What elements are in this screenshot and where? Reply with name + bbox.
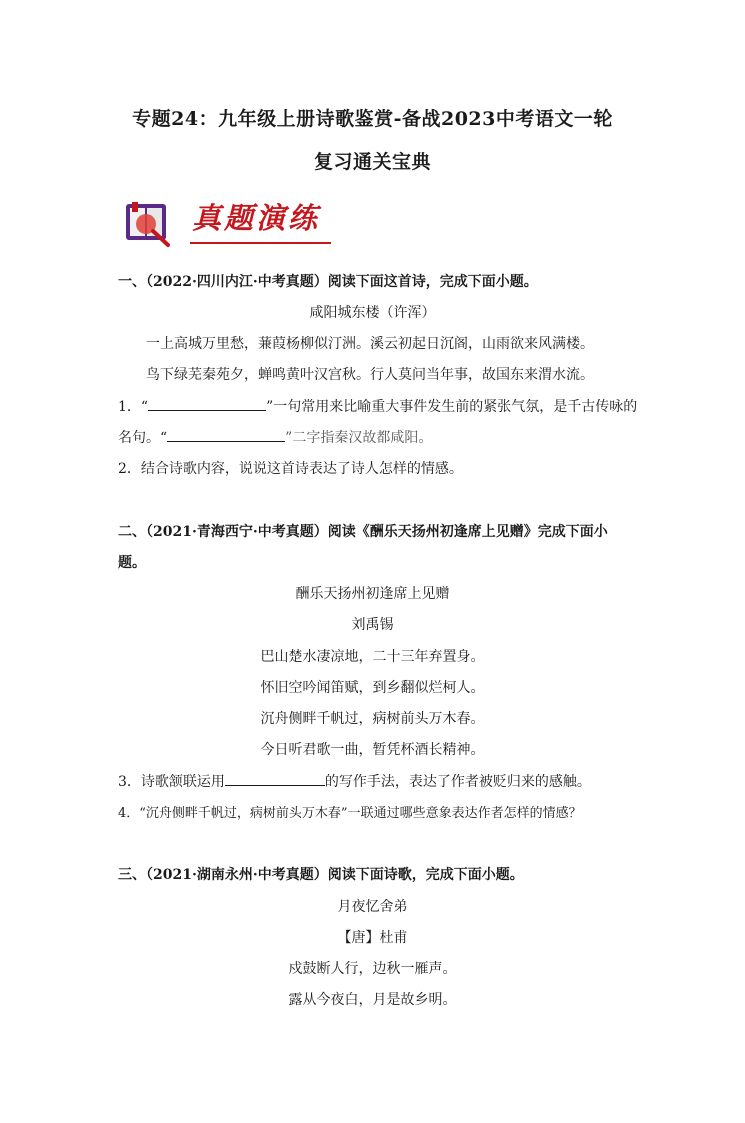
q2-heading: 二、（2021·青海西宁·中考真题）阅读《酬乐天扬州初逢席上见赠》完成下面小 — [118, 524, 608, 540]
q2-item-3-suffix: 的写作手法，表达了作者被贬归来的感触。 — [324, 774, 591, 790]
q1-item-1 — [118, 396, 637, 416]
q2-item-3 — [118, 771, 591, 791]
q2-item-4: 4．“沉舟侧畔千帆过，病树前头万木春”一联通过哪些意象表达作者怎样的情感？ — [118, 806, 582, 821]
section-banner — [120, 192, 335, 254]
q2-poem-line-3: 沉舟侧畔千帆过，病树前头万木春。 — [260, 711, 485, 727]
q1-heading: 一、（2022·四川内江·中考真题）阅读下面这首诗，完成下面小题。 — [118, 274, 538, 290]
q3-poem-title: 月夜忆舍弟 — [337, 899, 408, 915]
q2-poem-line-1: 巴山楚水凄凉地，二十三年弃置身。 — [260, 649, 485, 665]
q2-item-3-prefix: 3．诗歌颔联运用 — [118, 774, 225, 790]
banner-title: 真题演练 — [192, 201, 321, 235]
q2-poem-line-4: 今日听君歌一曲，暂凭杯酒长精神。 — [260, 742, 485, 758]
page-title-line-2: 复习通关宝典 — [313, 151, 431, 173]
q3-poem-line-1: 戍鼓断人行，边秋一雁声。 — [288, 961, 457, 977]
answer-blank[interactable] — [225, 771, 325, 786]
q1-item-1-prefix: 1．“ — [118, 399, 149, 415]
q3-poem-line-2: 露从今夜白，月是故乡明。 — [288, 992, 457, 1008]
q3-heading: 三、（2021·湖南永州·中考真题）阅读下面诗歌，完成下面小题。 — [118, 867, 524, 883]
page-title-line-1: 专题24：九年级上册诗歌鉴赏-备战2023中考语文一轮 — [132, 108, 613, 130]
q1-item-1-cont-suffix: ”二字指秦汉故都咸阳。 — [285, 430, 433, 446]
q2-poem-line-2: 怀旧空吟闻笛赋，到乡翻似烂柯人。 — [260, 680, 485, 696]
answer-blank[interactable] — [167, 427, 285, 442]
q2-heading-cont: 题。 — [118, 555, 146, 571]
answer-blank[interactable] — [148, 396, 266, 411]
q1-poem-line-2: 鸟下绿芜秦苑夕，蝉鸣黄叶汉宫秋。行人莫问当年事，故国东来渭水流。 — [146, 367, 594, 383]
q1-poem-title: 咸阳城东楼（许浑） — [309, 305, 436, 321]
q1-poem-line-1: 一上高城万里愁，蒹葭杨柳似汀洲。溪云初起日沉阁，山雨欲来风满楼。 — [146, 336, 594, 352]
book-magnifier-icon — [122, 200, 178, 250]
banner-underline — [190, 242, 331, 244]
q2-poem-author: 刘禹锡 — [351, 617, 394, 633]
q1-item-2: 2．结合诗歌内容，说说这首诗表达了诗人怎样的情感。 — [118, 461, 463, 477]
q2-poem-title: 酬乐天扬州初逢席上见赠 — [295, 586, 450, 602]
q1-item-1-cont-prefix: 名句。“ — [118, 430, 168, 446]
q1-item-1-cont — [118, 427, 432, 447]
q3-poem-author: 【唐】杜甫 — [337, 930, 408, 946]
q1-item-1-suffix: ”一句常用来比喻重大事件发生前的紧张气氛，是千古传咏的 — [266, 399, 638, 415]
